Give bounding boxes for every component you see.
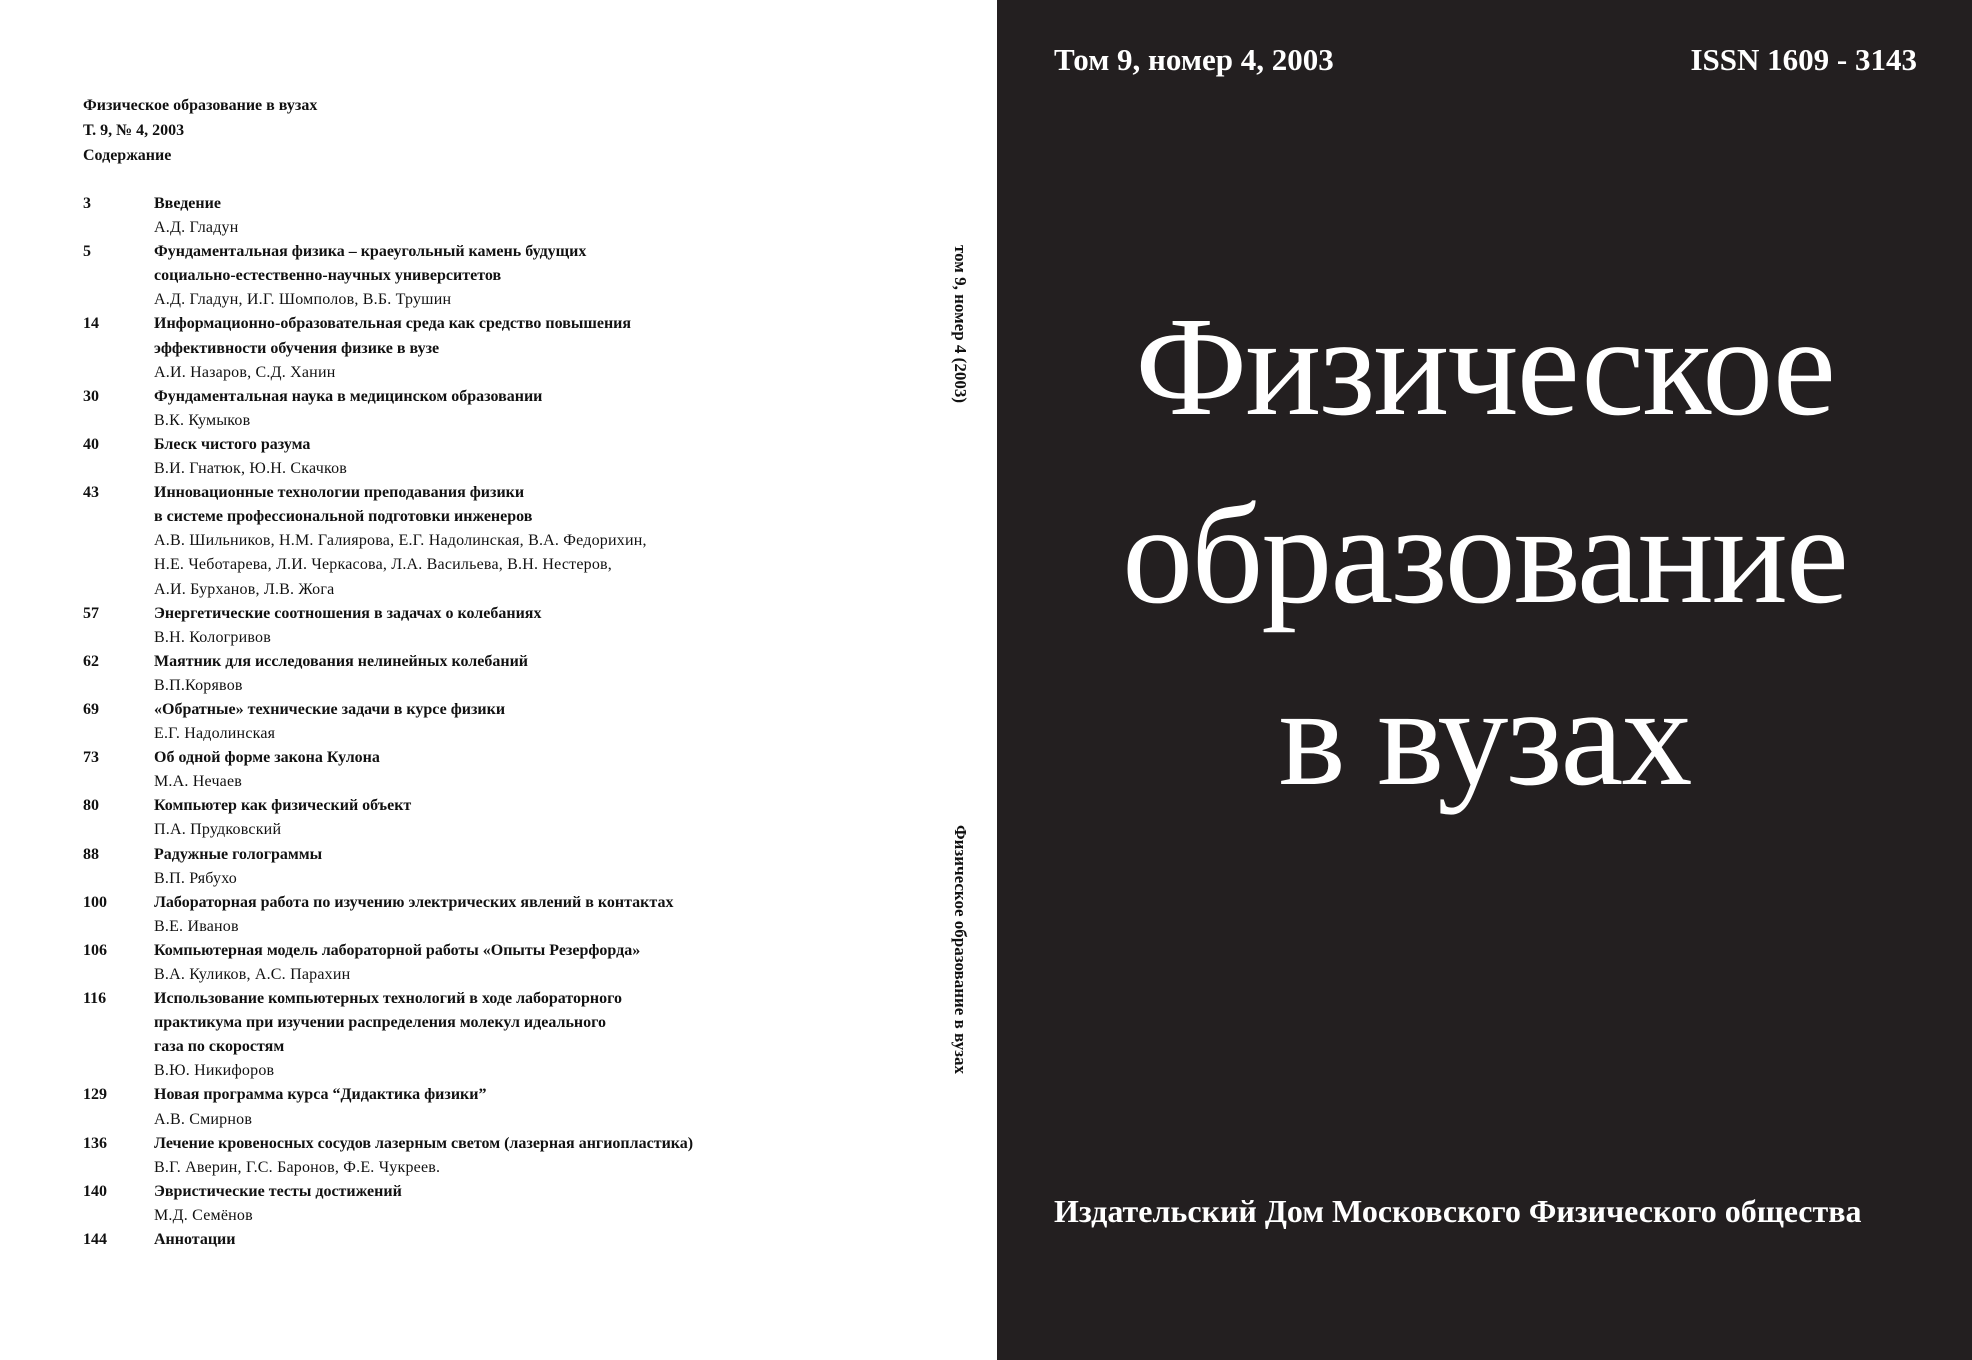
toc-title-line: Новая программа курса “Дидактика физики” — [154, 1086, 487, 1104]
toc-entry — [83, 1180, 783, 1228]
toc-page-number: 100 — [83, 893, 107, 911]
toc-entry — [83, 891, 783, 939]
toc-title-line: практикума при изучении распределения молекул идеального — [154, 1014, 606, 1032]
toc-authors-line: П.А. Прудковский — [154, 821, 282, 839]
toc-authors-line: М.Д. Семёнов — [154, 1206, 253, 1224]
toc-entry — [83, 843, 783, 891]
toc-authors-line: В.Г. Аверин, Г.С. Баронов, Ф.Е. Чукреев. — [154, 1158, 441, 1176]
toc-page-number: 62 — [83, 652, 99, 670]
front-cover — [997, 0, 1972, 1360]
toc-title-line: Радужные голограммы — [154, 845, 323, 863]
toc-entry — [83, 192, 783, 240]
toc-page-number: 14 — [83, 315, 99, 333]
spine-journal-text: Физическое образование в вузах — [951, 825, 970, 1074]
toc-title-line: Маятник для исследования нелинейных колебаний — [154, 652, 529, 670]
cover-title-line: в вузах — [1278, 657, 1691, 815]
toc-title-line: эффективности обучения физике в вузе — [154, 339, 440, 357]
toc-title-line: Инновационные технологии преподавания физики — [154, 484, 525, 502]
toc-authors-line: А.Д. Гладун — [154, 219, 239, 237]
toc-authors-line: А.Д. Гладун, И.Г. Шомполов, В.Б. Трушин — [154, 291, 452, 309]
toc-page-number: 136 — [83, 1134, 107, 1152]
cover-publisher: Издательский Дом Московского Физического общества — [1054, 1193, 1862, 1229]
toc-title-line: Эвристические тесты достижений — [154, 1182, 402, 1200]
toc-entry — [83, 746, 783, 794]
toc-title-line: Аннотации — [154, 1231, 236, 1249]
toc-authors-line: Н.Е. Чеботарева, Л.И. Черкасова, Л.А. Васильева, В.Н. Нестеров, — [154, 556, 612, 574]
toc-entry — [83, 794, 783, 842]
toc-entry — [83, 698, 783, 746]
toc-title-line: Фундаментальная наука в медицинском образовании — [154, 387, 543, 405]
toc-authors-line: А.В. Смирнов — [154, 1110, 253, 1128]
toc-entry — [83, 939, 783, 987]
toc-page-number: 40 — [83, 435, 99, 453]
contents-heading: Содержание — [83, 147, 172, 164]
toc-title-line: Компьютерная модель лабораторной работы «Опыты Резерфорда» — [154, 941, 641, 959]
toc-page-number: 144 — [83, 1231, 107, 1249]
toc-entry — [83, 240, 783, 312]
toc-title-line: социально-естественно-научных университетов — [154, 267, 502, 285]
toc-title-line: Энергетические соотношения в задачах о колебаниях — [154, 604, 542, 622]
issue-line: Т. 9, № 4, 2003 — [83, 122, 185, 139]
toc-authors-line: А.И. Бурханов, Л.В. Жога — [154, 580, 335, 598]
toc-page-number: 106 — [83, 941, 107, 959]
toc-page-number: 116 — [83, 990, 107, 1008]
toc-authors-line: В.Е. Иванов — [154, 917, 239, 935]
spine-volume-text: том 9, номер 4 (2003) — [951, 245, 970, 404]
toc-entry — [83, 650, 783, 698]
toc-authors-line: В.П. Рябухо — [154, 869, 237, 887]
toc-entry — [83, 433, 783, 481]
toc-authors-line: М.А. Нечаев — [154, 773, 243, 791]
cover-issue: Том 9, номер 4, 2003 — [1054, 42, 1334, 77]
toc-page-number: 73 — [83, 749, 99, 767]
toc-entry — [83, 385, 783, 433]
toc-authors-line: В.К. Кумыков — [154, 411, 251, 429]
journal-name-header: Физическое образование в вузах — [83, 97, 318, 114]
cover-issn: ISSN 1609 - 3143 — [1690, 42, 1917, 77]
toc-authors-line: Е.Г. Надолинская — [154, 725, 276, 743]
toc-authors-line: В.П.Корявов — [154, 676, 243, 694]
toc-page-number: 88 — [83, 845, 99, 863]
toc-title-line: Фундаментальная физика – краеугольный камень будущих — [154, 243, 587, 261]
toc-authors-line: В.Ю. Никифоров — [154, 1062, 275, 1080]
toc-page-number: 43 — [83, 484, 99, 502]
toc-page-number: 140 — [83, 1182, 107, 1200]
toc-entry — [83, 312, 783, 384]
toc-authors-line: А.И. Назаров, С.Д. Ханин — [154, 363, 336, 381]
toc-entry — [83, 1228, 783, 1252]
toc-title-line: Компьютер как физический объект — [154, 797, 412, 815]
toc-title-line: Блеск чистого разума — [154, 435, 311, 453]
toc-entry — [83, 1083, 783, 1131]
cover-title-line: образование — [1122, 475, 1847, 633]
toc-page-number: 69 — [83, 700, 99, 718]
toc-title-line: Информационно-образовательная среда как средство повышения — [154, 315, 632, 333]
toc-title-line: газа по скоростям — [154, 1038, 285, 1056]
toc-page-number: 30 — [83, 387, 99, 405]
toc-authors-line: В.Н. Кологривов — [154, 628, 271, 646]
toc-title-line: в системе профессиональной подготовки инженеров — [154, 508, 533, 526]
toc-page-number: 3 — [83, 195, 91, 212]
toc-page-number: 57 — [83, 604, 99, 622]
toc-title-line: Лабораторная работа по изучению электрических явлений в контактах — [154, 893, 674, 911]
cover-title-line: Физическое — [1135, 287, 1834, 445]
toc-entry — [83, 481, 783, 601]
toc-entry — [83, 987, 783, 1083]
toc-title-line: Об одной форме закона Кулона — [154, 749, 380, 767]
toc-authors-line: В.А. Куликов, А.С. Парахин — [154, 966, 351, 983]
toc-page-number: 5 — [83, 243, 91, 261]
toc-entry — [83, 602, 783, 650]
table-of-contents — [83, 192, 783, 1252]
toc-title-line: Использование компьютерных технологий в ходе лабораторного — [154, 990, 622, 1008]
toc-title-line: Введение — [154, 195, 221, 212]
toc-authors-line: А.В. Шильников, Н.М. Галиярова, Е.Г. Надолинская, В.А. Федорихин, — [154, 532, 647, 550]
toc-page-number: 129 — [83, 1086, 107, 1104]
toc-title-line: Лечение кровеносных сосудов лазерным светом (лазерная ангиопластика) — [154, 1134, 694, 1152]
toc-page-number: 80 — [83, 797, 99, 815]
toc-authors-line: В.И. Гнатюк, Ю.Н. Скачков — [154, 460, 348, 478]
toc-entry — [83, 1132, 783, 1180]
toc-title-line: «Обратные» технические задачи в курсе физики — [154, 700, 506, 718]
